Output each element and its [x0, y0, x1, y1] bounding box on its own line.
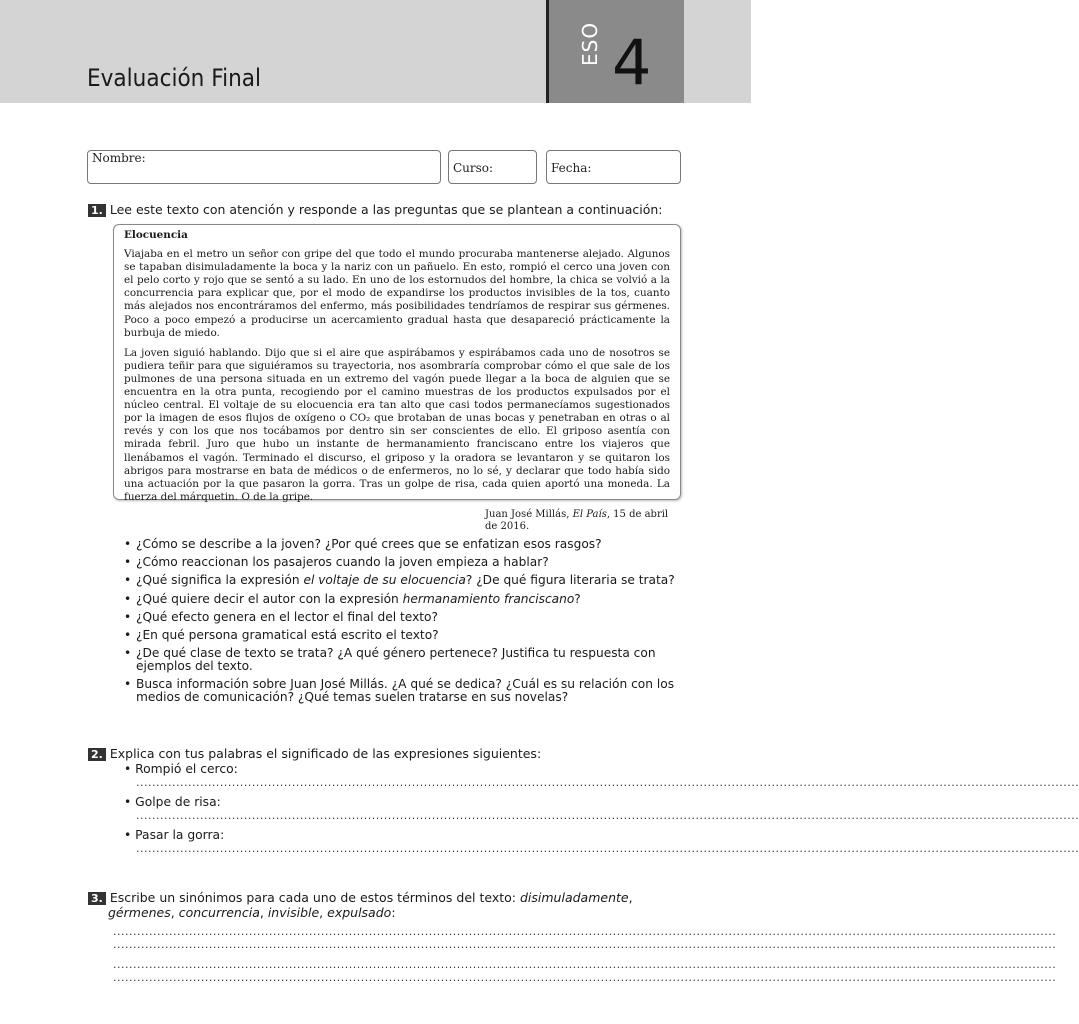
date-field[interactable] — [546, 150, 681, 184]
question-1-list — [122, 538, 682, 709]
reading-paragraph-1: Viajaba en el metro un señor con gripe del que todo el mundo procuraba mantenerse alejado. Algunos se tapaban disimuladamente la boca y la nariz con un pañuelo. En esto, rompió el cerco una joven con el pelo corto y rojo que se sentó a su lado. En uno de los estornudos del hombre, la chica se volvió a la concurrencia para explicar que, por el modo de expandirse los productos invisibles de la tos, cuanto más alejados nos encontráramos del enfermo, más posibilidades tendríamos de respirar sus gérmenes. Poco a poco empezó a producirse un acercamiento gradual hasta que desapareció prácticamente la burbuja de miedo. — [124, 248, 670, 339]
reading-box — [113, 224, 681, 503]
question-2-text: Explica con tus palabras el significado de las expresiones siguientes: — [109, 746, 542, 761]
expression-item: • Golpe de risa: — [124, 795, 221, 809]
citation — [485, 509, 675, 533]
name-label: Nombre: — [92, 151, 146, 165]
answer-line[interactable]: ............................................................................................................................................................................................................................................ — [113, 925, 1057, 938]
question-1-text: Lee este texto con atención y responde a las preguntas que se plantean a continuación: — [109, 202, 663, 217]
list-item: • ¿Qué significa la expresión el voltaje de su elocuencia? ¿De qué figura literaria se trata? — [122, 574, 682, 587]
list-item: • ¿De qué clase de texto se trata? ¿A qué género pertenece? Justifica tu respuesta con ejemplos del texto. — [122, 647, 682, 672]
course-field[interactable] — [448, 150, 537, 184]
expression-item: • Rompió el cerco: — [124, 762, 238, 776]
question-3-answer-area — [113, 925, 1057, 984]
list-item: • ¿Qué efecto genera en el lector el final del texto? — [122, 611, 682, 624]
citation-date: , 15 de abril de 2016. — [485, 509, 669, 532]
course-label: Curso: — [453, 161, 494, 175]
answer-line[interactable]: ............................................................................................................................................................................................................................................ — [136, 842, 1079, 855]
eso-label: ESO — [578, 21, 602, 66]
question-1-number: 1. — [88, 204, 106, 217]
citation-source: El País — [572, 509, 607, 520]
level-number: 4 — [612, 26, 652, 99]
expression-item: • Pasar la gorra: — [124, 828, 225, 842]
list-item: • Busca información sobre Juan José Millás. ¿A qué se dedica? ¿Cuál es su relación con los medios de comunicación? ¿Qué temas suelen tratarse en sus novelas? — [122, 678, 682, 703]
question-3-heading: 3. Escribe un sinónimos para cada uno de estos términos del texto: disimuladamente, gérmenes, concurrencia, invisible, expulsado: — [88, 890, 668, 920]
question-3-text: Escribe un sinónimos para cada uno de estos términos del texto: — [109, 890, 520, 905]
question-3-number: 3. — [88, 892, 106, 905]
list-item: • ¿En qué persona gramatical está escrito el texto? — [122, 629, 682, 642]
question-2-heading — [88, 743, 541, 762]
answer-line[interactable]: ............................................................................................................................................................................................................................................ — [136, 809, 1079, 822]
reading-title: Elocuencia — [124, 229, 188, 241]
answer-line[interactable]: ............................................................................................................................................................................................................................................ — [113, 938, 1057, 951]
question-2-number: 2. — [88, 748, 106, 761]
page-title: Evaluación Final — [87, 64, 262, 92]
list-item: • ¿Cómo se describe a la joven? ¿Por qué crees que se enfatizan esos rasgos? — [122, 538, 682, 551]
reading-paragraph-2: La joven siguió hablando. Dijo que si el aire que aspirábamos y espirábamos cada uno de nosotros se pudiera teñir para que siguiéramos su trayectoria, nos asombraría comprobar cómo el que sale de los pulmones de una persona situada en un extremo del vagón puede llegar a la boca de alguien que se encuentra en la otra punta, recogiendo por el camino muestras de los productos expulsados por el núcleo central. El voltaje de su elocuencia era tan alto que casi todos permanecíamos sugestionados por la imagen de esos flujos de oxígeno o CO₂ que brotaban de unas bocas y penetraban en otras o al revés y con los que nos tocábamos por dentro sin ser conscientes de ello. El griposo asentía con mirada febril. Juro que hubo un instante de hermanamiento franciscano entre los viajeros que llenábamos el vagón. Terminado el discurso, el griposo y la oradora se levantaron y se quitaron los abrigos para mostrarse en bata de médicos o de enfermeros, no lo sé, y declarar que todo había sido una actuación por la que pasaron la gorra. Tras un golpe de risa, cada quien aportó una moneda. La fuerza del márquetin. O de la gripe. — [124, 346, 670, 503]
question-1-heading — [88, 199, 663, 218]
question-2-items — [124, 762, 1079, 855]
answer-line[interactable]: ............................................................................................................................................................................................................................................ — [136, 776, 1079, 789]
citation-author: Juan José Millás, — [485, 509, 573, 520]
name-field[interactable] — [87, 150, 441, 184]
answer-line[interactable]: ............................................................................................................................................................................................................................................ — [113, 958, 1057, 971]
list-item: • ¿Qué quiere decir el autor con la expresión hermanamiento franciscano? — [122, 593, 682, 606]
list-item: • ¿Cómo reaccionan los pasajeros cuando la joven empieza a hablar? — [122, 556, 682, 569]
answer-line[interactable]: ............................................................................................................................................................................................................................................ — [113, 971, 1057, 984]
date-label: Fecha: — [551, 161, 592, 175]
